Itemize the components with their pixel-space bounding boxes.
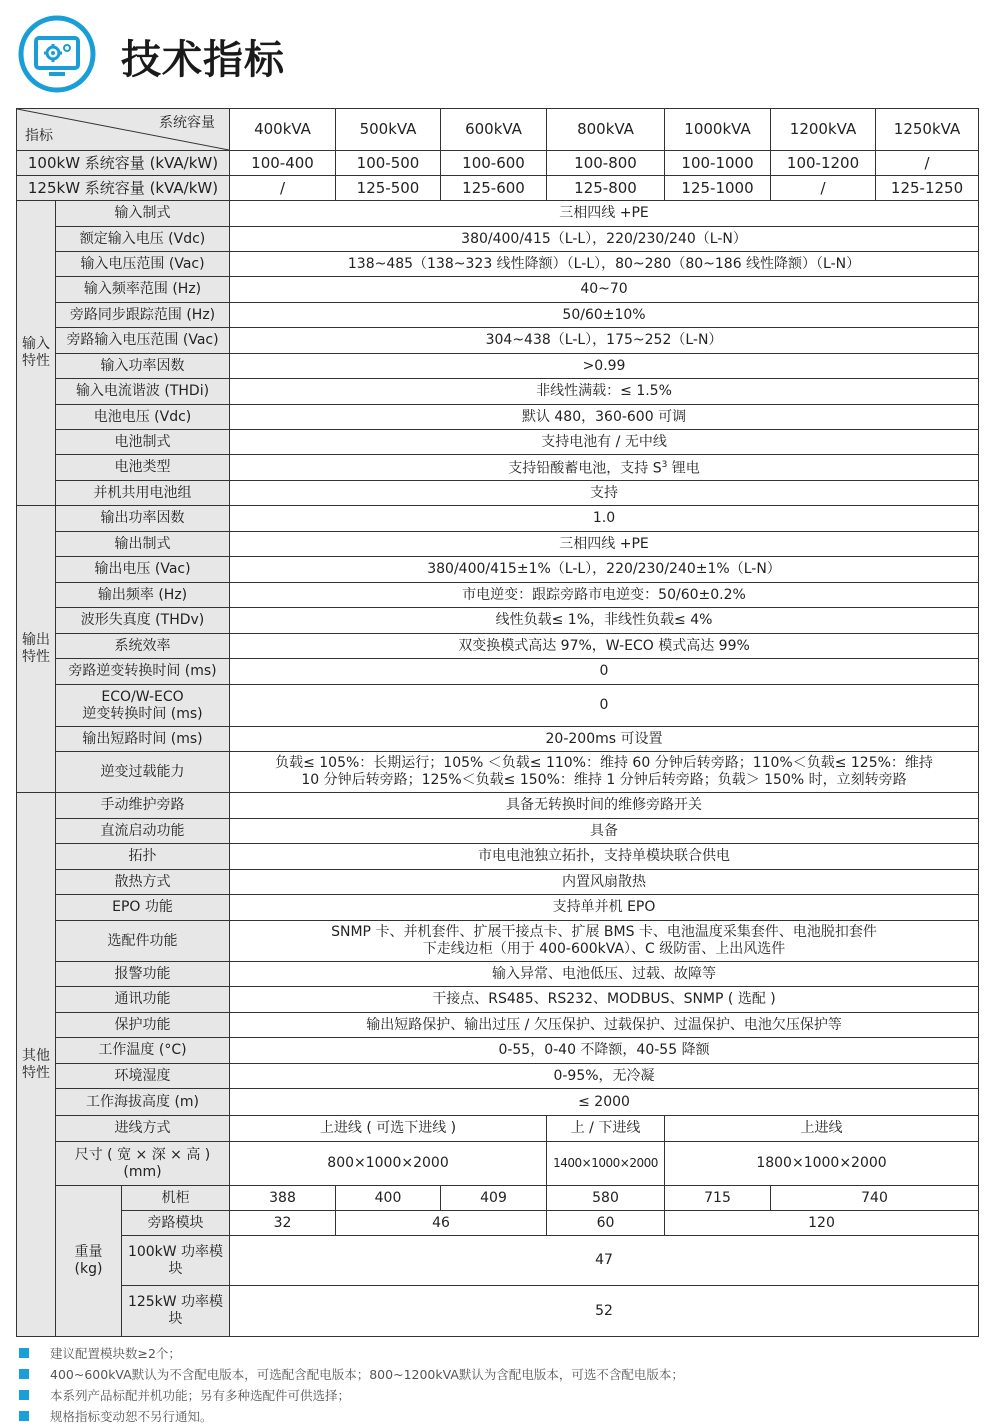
row-value: 60 xyxy=(547,1211,665,1236)
table-row xyxy=(17,252,979,277)
cell-text: 电池电压 (Vdc) xyxy=(93,408,192,425)
row-value xyxy=(230,481,979,506)
row-label: 直流启动功能 xyxy=(56,819,230,844)
cell-text: 380/400/415±1%（L-L），220/230/240±1%（L-N） xyxy=(427,561,781,577)
row-label xyxy=(56,252,230,277)
row-value xyxy=(230,870,979,895)
row-label xyxy=(56,455,230,481)
cell-text: 尺寸 ( 宽 × 深 × 高 ) xyxy=(74,1146,211,1163)
section-label: 输出特性 xyxy=(17,506,56,793)
weight-bypass-row xyxy=(17,1211,979,1236)
capacity-value: 100-1000 xyxy=(665,151,771,176)
row-label xyxy=(56,227,230,252)
row-label xyxy=(56,405,230,430)
cell-text: 0 xyxy=(599,697,609,713)
table-row xyxy=(17,962,979,987)
table-row xyxy=(17,1089,979,1116)
row-value xyxy=(230,379,979,405)
cell-text: 负载≤ 105%：长期运行；105% ＜负载≤ 110%：维持 60 分钟后转旁路；110%＜负载≤ 125%：维持 xyxy=(275,755,933,771)
capacity-header: 800kVA xyxy=(547,109,665,151)
bullet-square-icon xyxy=(19,1369,29,1379)
corner-top-label: 系统容量 xyxy=(159,115,216,131)
capacity-header: 1000kVA xyxy=(665,109,771,151)
cell-text: 具备无转换时间的维修旁路开关 xyxy=(506,797,703,813)
row-value: 740 xyxy=(771,1186,979,1211)
capacity-header: 400kVA xyxy=(230,109,336,151)
row-value: 46 xyxy=(336,1211,547,1236)
table-row xyxy=(17,1064,979,1089)
cell-text: >0.99 xyxy=(582,357,626,374)
capacity-value: 100-400 xyxy=(230,151,336,176)
table-row xyxy=(17,752,979,793)
row-value xyxy=(230,793,979,819)
row-value: 400 xyxy=(336,1186,441,1211)
row-label xyxy=(56,752,230,793)
table-row xyxy=(17,430,979,455)
row-value xyxy=(230,1089,979,1116)
capacity-header: 500kVA xyxy=(336,109,441,151)
cell-text: SNMP 卡、并机套件、扩展干接点卡、扩展 BMS 卡、电池温度采集套件、电池脱扣套件 xyxy=(331,924,877,940)
table-row xyxy=(17,379,979,405)
cell-text: 输出制式 xyxy=(114,535,171,552)
cell-text: 旁路同步跟踪范围 (Hz) xyxy=(69,306,216,323)
capacity-value: 100-1200 xyxy=(771,151,876,176)
capacity-row xyxy=(17,151,979,176)
row-label: 报警功能 xyxy=(56,962,230,987)
row-value xyxy=(230,405,979,430)
cell-text: (mm) xyxy=(123,1163,162,1180)
capacity-header: 1200kVA xyxy=(771,109,876,151)
cell-text: 125kW 功率模 xyxy=(127,1294,224,1310)
cell-text: 波形失真度 (THDv) xyxy=(80,612,205,628)
capacity-value: 125-500 xyxy=(336,176,441,201)
row-label xyxy=(56,685,230,727)
section-label: 输入特性 xyxy=(17,201,56,506)
note-item xyxy=(18,1406,978,1427)
cell-text: 50/60±10% xyxy=(562,306,646,323)
row-value xyxy=(230,430,979,455)
cell-text: 输入频率范围 (Hz) xyxy=(83,281,202,297)
cell-text: 0-95%，无冷凝 xyxy=(553,1067,655,1084)
capacity-header: 1250kVA xyxy=(876,109,979,151)
table-row xyxy=(17,405,979,430)
row-label xyxy=(56,659,230,685)
note-item xyxy=(18,1343,978,1364)
row-value: 388 xyxy=(230,1186,336,1211)
table-row xyxy=(17,819,979,844)
table-row xyxy=(17,583,979,608)
cell-text: 138~485（138~323 线性降额）（L-L），80~280（80~186 线性降额）（L-N） xyxy=(347,255,861,272)
row-label xyxy=(56,532,230,557)
row-value: 800×1000×2000 xyxy=(230,1142,547,1186)
table-row xyxy=(17,844,979,870)
superscript: 3 xyxy=(661,460,668,471)
cell-text: 线性负载≤ 1%，非线性负载≤ 4% xyxy=(495,612,713,628)
cell-text: 市电逆变：跟踪旁路市电逆变：50/60±0.2% xyxy=(462,586,746,603)
cell-text: 逆变转换时间 (ms) xyxy=(82,705,203,722)
note-item xyxy=(18,1364,978,1385)
table-row xyxy=(17,870,979,895)
row-label: 125kW 系统容量 (kVA/kW) xyxy=(17,176,230,201)
capacity-value: 100-500 xyxy=(336,151,441,176)
cell-text: 支持铅酸蓄电池，支持 S xyxy=(508,460,662,477)
capacity-value: 100-600 xyxy=(441,151,547,176)
section-label: 其他特性 xyxy=(17,793,56,1337)
capacity-value: 125-1000 xyxy=(665,176,771,201)
table-row xyxy=(17,481,979,506)
note-text: 规格指标变动恕不另行通知。 xyxy=(50,1409,213,1424)
capacity-value: 125-1250 xyxy=(876,176,979,201)
note-text: 建议配置模块数≥2个； xyxy=(50,1346,181,1361)
corner-bottom-label: 指标 xyxy=(25,128,53,144)
row-label xyxy=(56,379,230,405)
row-value: 120 xyxy=(665,1211,979,1236)
row-value: 52 xyxy=(230,1286,979,1337)
row-value xyxy=(230,227,979,252)
row-label xyxy=(56,557,230,583)
cell-text: 输入异常、电池低压、过载、故障等 xyxy=(492,965,717,982)
row-value xyxy=(230,1013,979,1038)
cell-text: 内置风扇散热 xyxy=(562,873,647,890)
row-label: 选配件功能 xyxy=(56,921,230,962)
cell-text: 支持电池有 / 无中线 xyxy=(541,433,667,450)
row-value xyxy=(230,752,979,793)
row-label: 通讯功能 xyxy=(56,987,230,1013)
size-row xyxy=(17,1142,979,1186)
table-row xyxy=(17,303,979,328)
cell-text: 输入电流谐波 (THDi) xyxy=(75,383,210,399)
row-value: 580 xyxy=(547,1186,665,1211)
cell-text: 下走线边柜（用于 400-600kVA）、C 级防雷、上出风选件 xyxy=(422,941,786,957)
cell-text: 电池制式 xyxy=(114,433,171,450)
cell-text: 三相四线 +PE xyxy=(559,535,649,552)
row-label xyxy=(122,1286,230,1337)
cell-text: 默认 480，360-600 可调 xyxy=(521,408,687,425)
cell-text: 输出短路时间 (ms) xyxy=(82,730,203,747)
weight-cabinet-row xyxy=(17,1186,979,1211)
row-label: 散热方式 xyxy=(56,870,230,895)
cell-text: 输入功率因数 xyxy=(100,357,185,374)
row-value: 上 / 下进线 xyxy=(547,1116,665,1142)
row-label xyxy=(56,328,230,354)
cell-text: 40~70 xyxy=(580,281,628,297)
row-value xyxy=(230,532,979,557)
row-label xyxy=(56,506,230,532)
row-value: 47 xyxy=(230,1236,979,1286)
cell-text: 重量 xyxy=(74,1244,103,1260)
cell-text: 10 分钟后转旁路；125%＜负载≤ 150%：维持 1 分钟后转旁路；负载＞ 150% 时，立刻转旁路 xyxy=(301,772,907,788)
row-label: EPO 功能 xyxy=(56,895,230,921)
weight-125kw-row xyxy=(17,1286,979,1337)
row-label xyxy=(56,303,230,328)
table-row xyxy=(17,354,979,379)
corner-cell xyxy=(17,109,230,151)
row-value xyxy=(230,455,979,481)
header-row xyxy=(17,109,979,151)
row-label xyxy=(122,1236,230,1286)
page-title: 技术指标 xyxy=(121,37,285,83)
row-label: 工作温度 (°C) xyxy=(56,1038,230,1064)
row-value: 32 xyxy=(230,1211,336,1236)
bullet-square-icon xyxy=(19,1390,29,1400)
row-label: 100kW 系统容量 (kVA/kW) xyxy=(17,151,230,176)
cell-text: 锂电 xyxy=(667,460,700,477)
row-value xyxy=(230,895,979,921)
cell-text: ≤ 2000 xyxy=(578,1093,630,1110)
bullet-square-icon xyxy=(19,1411,29,1421)
cell-text: 20-200ms 可设置 xyxy=(545,730,663,747)
cell-text: 0-55，0-40 不降额，40-55 降额 xyxy=(498,1042,710,1058)
row-value: 上进线 ( 可选下进线 ) xyxy=(230,1116,547,1142)
row-label xyxy=(56,481,230,506)
cell-text: 具备 xyxy=(590,822,619,839)
row-label xyxy=(56,430,230,455)
table-row xyxy=(17,987,979,1013)
cell-text: 三相四线 +PE xyxy=(559,205,649,221)
table-row xyxy=(17,455,979,481)
cell-text: 1.0 xyxy=(592,510,616,526)
notes xyxy=(18,1343,978,1427)
cell-text: 304~438（L-L），175~252（L-N） xyxy=(485,332,723,348)
capacity-value: 100-800 xyxy=(547,151,665,176)
table-row xyxy=(17,895,979,921)
row-label xyxy=(56,354,230,379)
table-row xyxy=(17,557,979,583)
table-row xyxy=(17,608,979,634)
cell-text: 旁路逆变转换时间 (ms) xyxy=(68,663,217,679)
cell-text: 输入制式 xyxy=(114,205,171,221)
row-value: 1400×1000×2000 xyxy=(547,1142,665,1186)
table-row xyxy=(17,532,979,557)
cell-text: 电池类型 xyxy=(114,459,171,475)
table-row xyxy=(17,1038,979,1064)
table-row xyxy=(17,506,979,532)
table-row xyxy=(17,1013,979,1038)
row-value xyxy=(230,987,979,1013)
cell-text: 输出短路保护、输出过压 / 欠压保护、过载保护、过温保护、电池欠压保护等 xyxy=(366,1016,842,1033)
row-value xyxy=(230,354,979,379)
row-value xyxy=(230,557,979,583)
row-label xyxy=(56,1142,230,1186)
row-value xyxy=(230,328,979,354)
cell-text: 非线性满载：≤ 1.5% xyxy=(536,383,672,399)
cell-text: 支持 xyxy=(590,484,619,501)
row-label: 拓扑 xyxy=(56,844,230,870)
row-value: 715 xyxy=(665,1186,771,1211)
row-value: 409 xyxy=(441,1186,547,1211)
table-row xyxy=(17,634,979,659)
row-label: 环境湿度 xyxy=(56,1064,230,1089)
cell-text: 输出频率 (Hz) xyxy=(97,586,188,603)
capacity-row xyxy=(17,176,979,201)
table-row xyxy=(17,727,979,752)
capacity-value: / xyxy=(876,151,979,176)
cell-text: 块 xyxy=(168,1260,183,1277)
table-row xyxy=(17,793,979,819)
row-value xyxy=(230,819,979,844)
capacity-value: 125-600 xyxy=(441,176,547,201)
cell-text: 输出电压 (Vac) xyxy=(94,561,191,577)
table-row xyxy=(17,685,979,727)
row-value xyxy=(230,921,979,962)
cell-text: 逆变过载能力 xyxy=(100,763,185,780)
row-label xyxy=(56,201,230,227)
cell-text: 双变换模式高达 97%，W-ECO 模式高达 99% xyxy=(458,637,750,654)
row-label: 旁路模块 xyxy=(122,1211,230,1236)
cell-text: (kg) xyxy=(74,1261,103,1277)
table-row xyxy=(17,201,979,227)
row-value xyxy=(230,277,979,303)
weight-100kw-row xyxy=(17,1236,979,1286)
cell-text: 输出功率因数 xyxy=(100,510,185,526)
note-text: 400~600kVA默认为不含配电版本，可选配含配电版本；800~1200kVA默认为含配电版本，可选不含配电版本； xyxy=(50,1367,684,1382)
cell-text: 系统效率 xyxy=(114,637,171,654)
capacity-value: / xyxy=(230,176,336,201)
capacity-header: 600kVA xyxy=(441,109,547,151)
spec-table xyxy=(16,108,979,1337)
row-value xyxy=(230,201,979,227)
wiring-row xyxy=(17,1116,979,1142)
table-row xyxy=(17,921,979,962)
gear-monitor-icon xyxy=(17,14,97,94)
row-value: 上进线 xyxy=(665,1116,979,1142)
row-value xyxy=(230,303,979,328)
bullet-square-icon xyxy=(19,1348,29,1358)
note-text: 本系列产品标配并机功能；另有多种选配件可供选择； xyxy=(50,1388,351,1403)
row-label: 进线方式 xyxy=(56,1116,230,1142)
cell-text: 市电电池独立拓扑，支持单模块联合供电 xyxy=(478,848,731,864)
row-label xyxy=(56,277,230,303)
row-value xyxy=(230,1064,979,1089)
row-value xyxy=(230,727,979,752)
cell-text: 输入电压范围 (Vac) xyxy=(80,255,205,272)
row-label xyxy=(56,608,230,634)
row-label: 工作海拔高度 (m) xyxy=(56,1089,230,1116)
row-value xyxy=(230,962,979,987)
cell-text: 块 xyxy=(168,1311,183,1327)
row-label xyxy=(56,634,230,659)
row-label xyxy=(56,727,230,752)
row-value xyxy=(230,583,979,608)
cell-text: 100kW 功率模 xyxy=(127,1243,224,1260)
capacity-value: / xyxy=(771,176,876,201)
row-label: 手动维护旁路 xyxy=(56,793,230,819)
row-label: 保护功能 xyxy=(56,1013,230,1038)
row-value xyxy=(230,634,979,659)
row-value xyxy=(230,1038,979,1064)
cell-text: 380/400/415（L-L），220/230/240（L-N） xyxy=(461,230,747,247)
table-row xyxy=(17,227,979,252)
row-value xyxy=(230,659,979,685)
cell-text: 干接点、RS485、RS232、MODBUS、SNMP ( 选配 ) xyxy=(432,991,776,1007)
cell-text: 0 xyxy=(599,663,609,679)
row-value xyxy=(230,685,979,727)
table-row xyxy=(17,659,979,685)
table-row xyxy=(17,328,979,354)
row-value xyxy=(230,608,979,634)
row-value: 1800×1000×2000 xyxy=(665,1142,979,1186)
note-item xyxy=(18,1385,978,1406)
weight-label xyxy=(56,1186,122,1337)
cell-text: ECO/W-ECO xyxy=(101,688,184,705)
row-value xyxy=(230,506,979,532)
row-value xyxy=(230,252,979,277)
cell-text: 额定输入电压 (Vdc) xyxy=(79,230,206,247)
table-row xyxy=(17,277,979,303)
cell-text: 旁路输入电压范围 (Vac) xyxy=(66,332,219,348)
row-label: 机柜 xyxy=(122,1186,230,1211)
row-label xyxy=(56,583,230,608)
capacity-value: 125-800 xyxy=(547,176,665,201)
cell-text: 并机共用电池组 xyxy=(93,484,192,501)
row-value xyxy=(230,844,979,870)
cell-text: 支持单并机 EPO xyxy=(552,899,656,915)
